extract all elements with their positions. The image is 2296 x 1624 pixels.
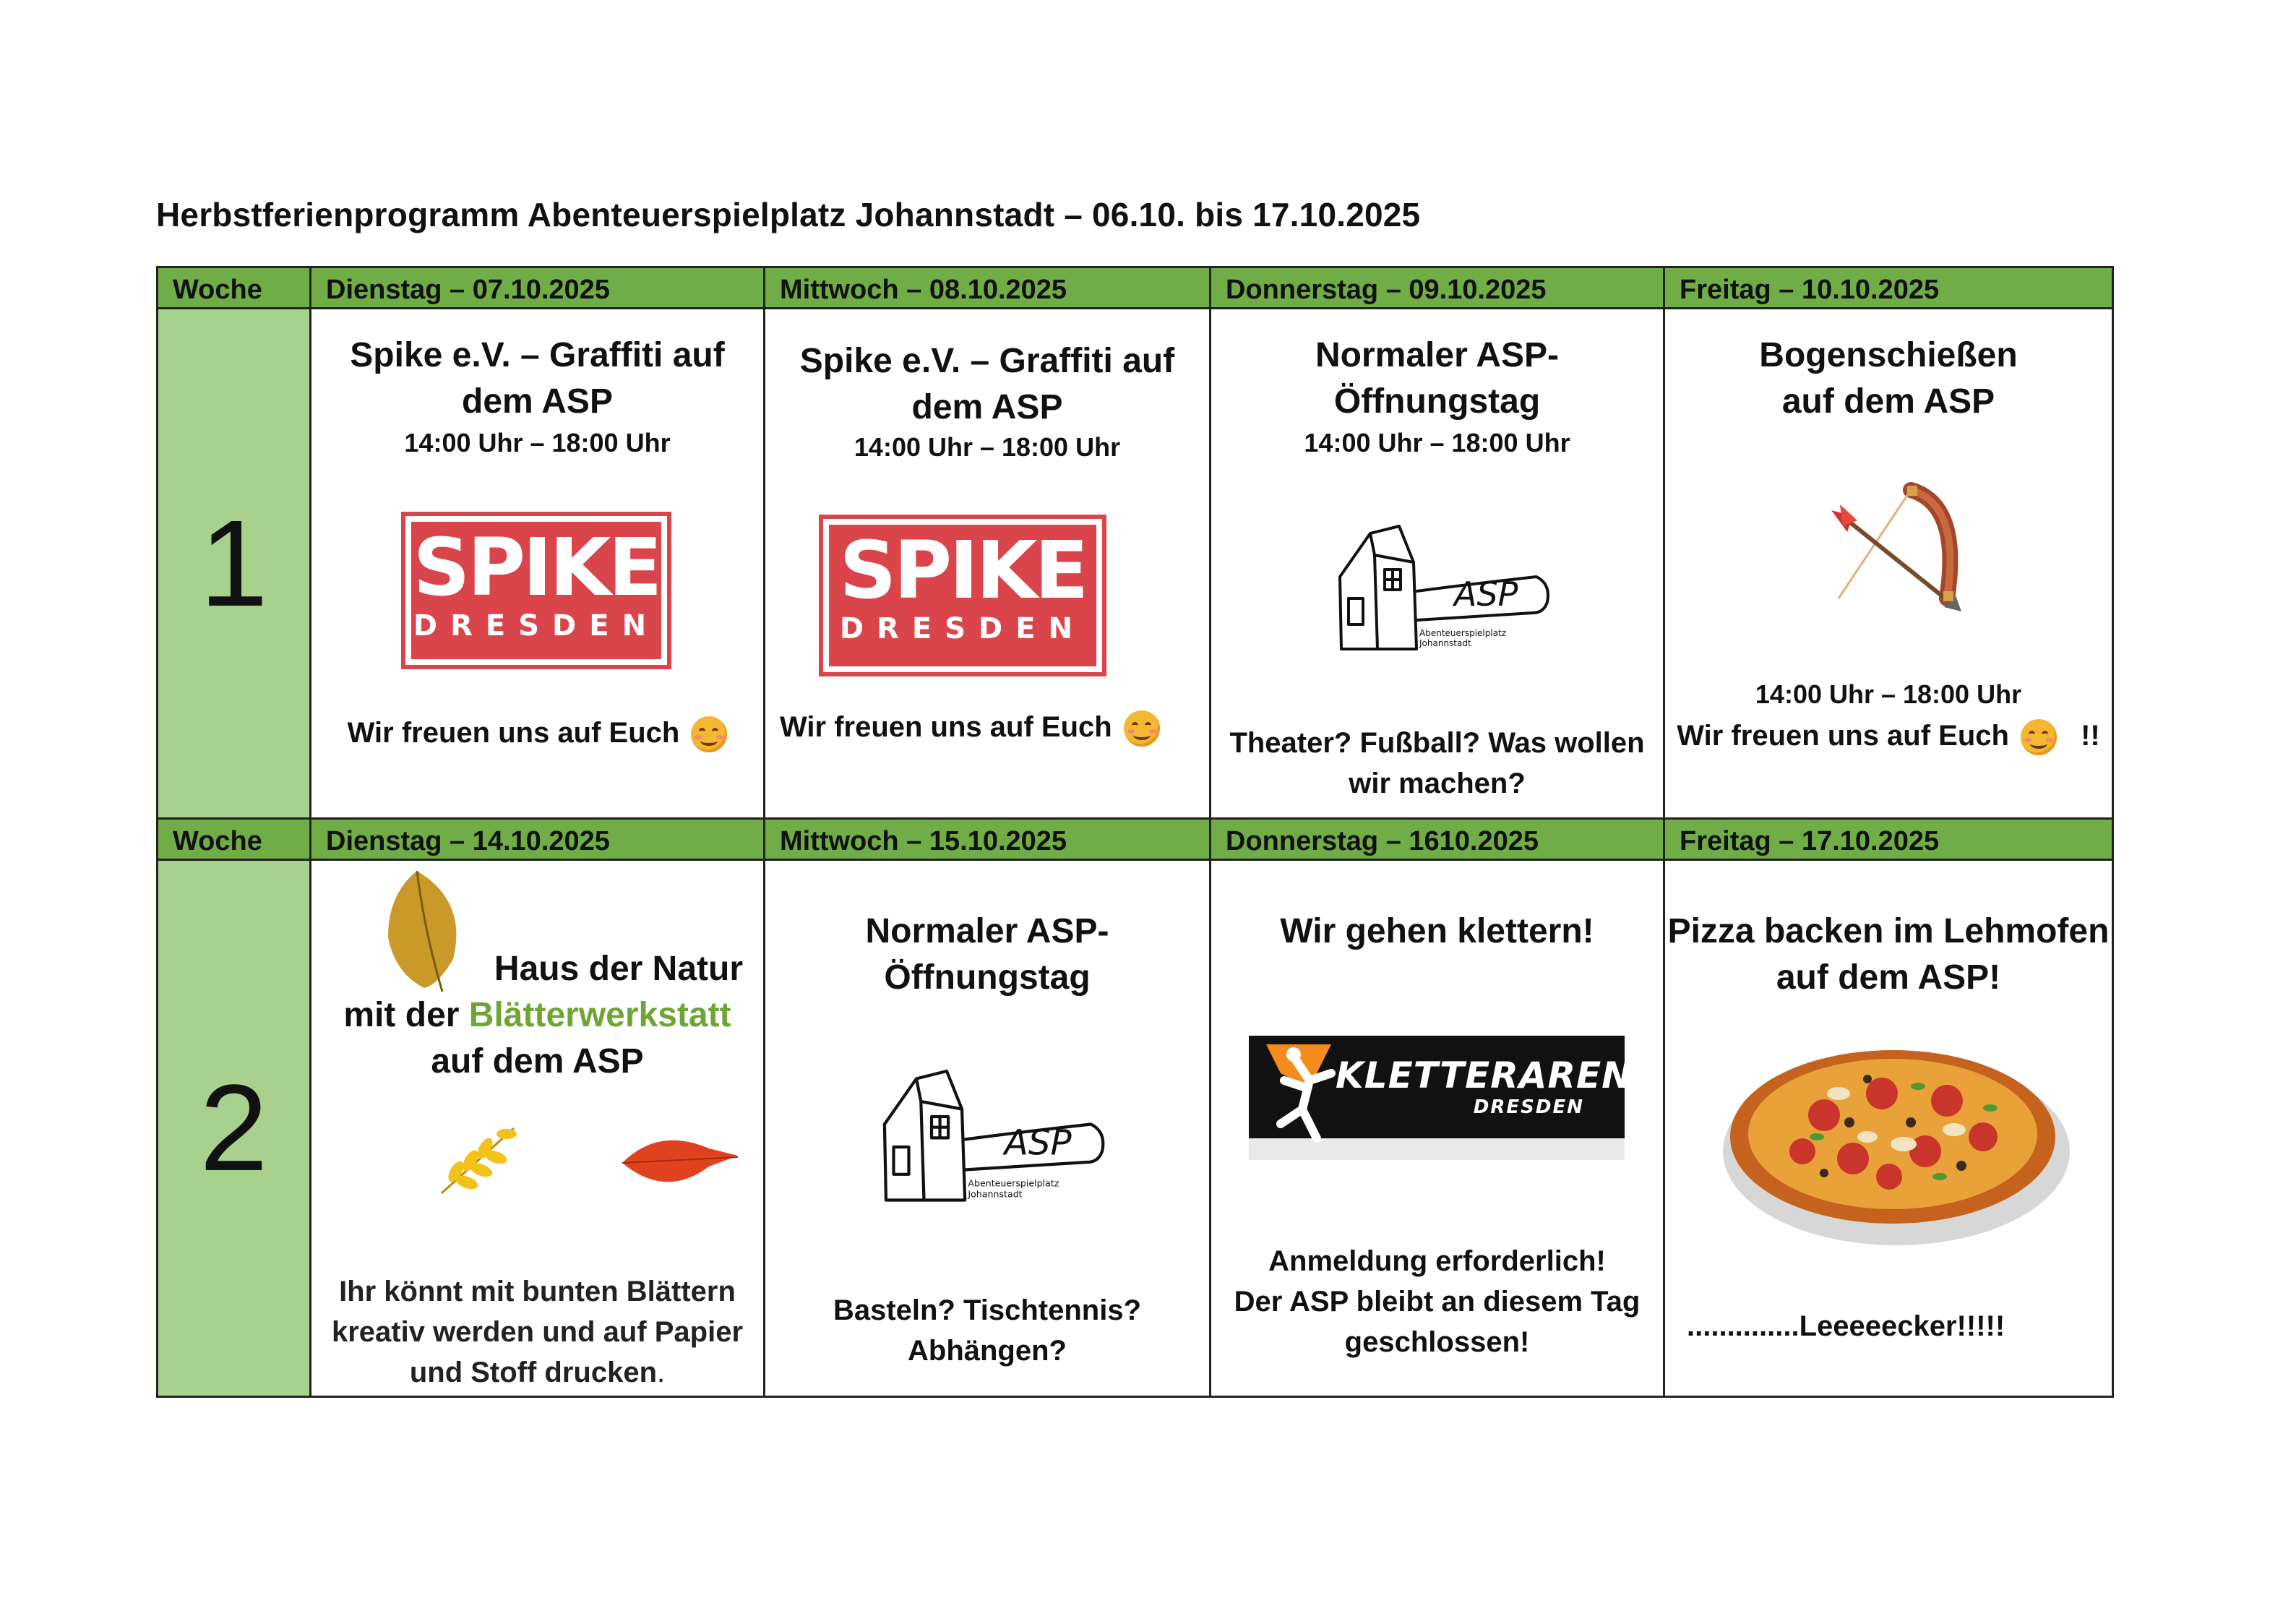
spike-dresden-logo: SPIKE DRESDEN xyxy=(819,515,1106,676)
asp-house-logo-icon xyxy=(869,1056,1115,1208)
event-title: Spike e.V. – Graffiti auf dem ASP xyxy=(799,342,1175,426)
svg-text:Abenteuerspielplatz: Abenteuerspielplatz xyxy=(1419,628,1507,638)
day-cell xyxy=(311,860,765,1397)
event-time: 14:00 Uhr – 18:00 Uhr xyxy=(1304,428,1570,457)
svg-text:Johannstadt: Johannstadt xyxy=(1419,638,1471,648)
week-label: Woche xyxy=(158,267,311,309)
kletterarena-dresden-logo: KLETTERARENA DRESDEN xyxy=(1249,1036,1625,1160)
schedule-table xyxy=(156,266,2114,1398)
day-cell xyxy=(1664,309,2113,819)
day-cell xyxy=(765,860,1211,1397)
event-note: Theater? Fußball? Was wollen wir machen? xyxy=(1229,727,1645,799)
week-2-header-row xyxy=(158,819,2113,860)
yellow-leaf-icon xyxy=(434,1121,521,1200)
day-header: Donnerstag – 09.10.2025 xyxy=(1211,267,1664,309)
smiley-icon xyxy=(2021,719,2057,755)
smiley-icon xyxy=(691,716,727,752)
event-title: Normaler ASP- Öffnungstag xyxy=(865,912,1109,997)
event-note: Wir freuen uns auf Euch !! xyxy=(1665,716,2112,756)
event-title-line: auf dem ASP xyxy=(431,1042,644,1080)
day-cell xyxy=(1211,860,1664,1397)
day-cell xyxy=(1664,860,2113,1397)
day-header: Mittwoch – 08.10.2025 xyxy=(765,267,1211,309)
day-header: Dienstag – 14.10.2025 xyxy=(311,819,765,860)
day-header: Dienstag – 07.10.2025 xyxy=(311,267,765,309)
svg-text:ASP: ASP xyxy=(1454,575,1518,614)
day-cell xyxy=(765,309,1211,819)
event-title: Wir gehen klettern! xyxy=(1280,912,1594,950)
day-cell xyxy=(311,309,765,819)
week-2-row xyxy=(158,860,2113,1397)
event-note: Anmeldung erforderlich! Der ASP bleibt an diesem Tag geschlossen! xyxy=(1234,1245,1641,1358)
day-header: Mittwoch – 15.10.2025 xyxy=(765,819,1211,860)
event-note: Wir freuen uns auf Euch xyxy=(311,713,763,753)
pizza-icon xyxy=(1716,1021,2077,1253)
event-note: Ihr könnt mit bunten Blättern kreativ werden und auf Papier und Stoff drucken. xyxy=(331,1276,744,1388)
week-number: 2 xyxy=(158,860,311,1397)
event-time: 14:00 Uhr – 18:00 Uhr xyxy=(854,432,1121,462)
event-note: Basteln? Tischtennis? Abhängen? xyxy=(833,1294,1141,1367)
event-note: Wir freuen uns auf Euch xyxy=(765,707,1209,747)
event-title: Bogenschießen auf dem ASP xyxy=(1759,336,2018,421)
svg-text:ASP: ASP xyxy=(1004,1122,1072,1164)
asp-house-logo-icon xyxy=(1327,512,1558,656)
week-label: Woche xyxy=(158,819,311,860)
red-leaf-icon xyxy=(615,1127,745,1199)
day-header: Donnerstag – 1610.2025 xyxy=(1211,819,1664,860)
day-header: Freitag – 17.10.2025 xyxy=(1664,819,2113,860)
smiley-icon xyxy=(1124,710,1160,747)
spike-dresden-logo: SPIKE DRESDEN xyxy=(401,512,671,669)
event-time: 14:00 Uhr – 18:00 Uhr xyxy=(404,428,671,457)
week-1-row xyxy=(158,309,2113,819)
page-title: Herbstferienprogramm Abenteuerspielplatz Johannstadt – 06.10. bis 17.10.2025 xyxy=(156,196,1421,233)
week-number: 1 xyxy=(158,309,311,819)
event-title-line: mit der Blätterwerkstatt xyxy=(343,996,731,1034)
day-header: Freitag – 10.10.2025 xyxy=(1664,267,2113,309)
svg-text:Johannstadt: Johannstadt xyxy=(968,1188,1023,1200)
day-cell xyxy=(1211,309,1664,819)
week-1-header-row xyxy=(158,267,2113,309)
event-title: Spike e.V. – Graffiti auf dem ASP xyxy=(350,336,725,421)
svg-text:Abenteuerspielplatz: Abenteuerspielplatz xyxy=(968,1177,1059,1189)
bow-and-arrow-icon xyxy=(1802,476,1976,642)
event-title: Normaler ASP- Öffnungstag xyxy=(1315,336,1559,421)
event-note: ..............Leeeeecker!!!!! xyxy=(1687,1310,2005,1342)
climber-icon xyxy=(1266,1044,1346,1146)
event-title-line: Haus der Natur xyxy=(494,950,743,988)
event-title: Pizza backen im Lehmofen auf dem ASP! xyxy=(1667,912,2110,997)
event-time: 14:00 Uhr – 18:00 Uhr xyxy=(1755,679,2022,709)
